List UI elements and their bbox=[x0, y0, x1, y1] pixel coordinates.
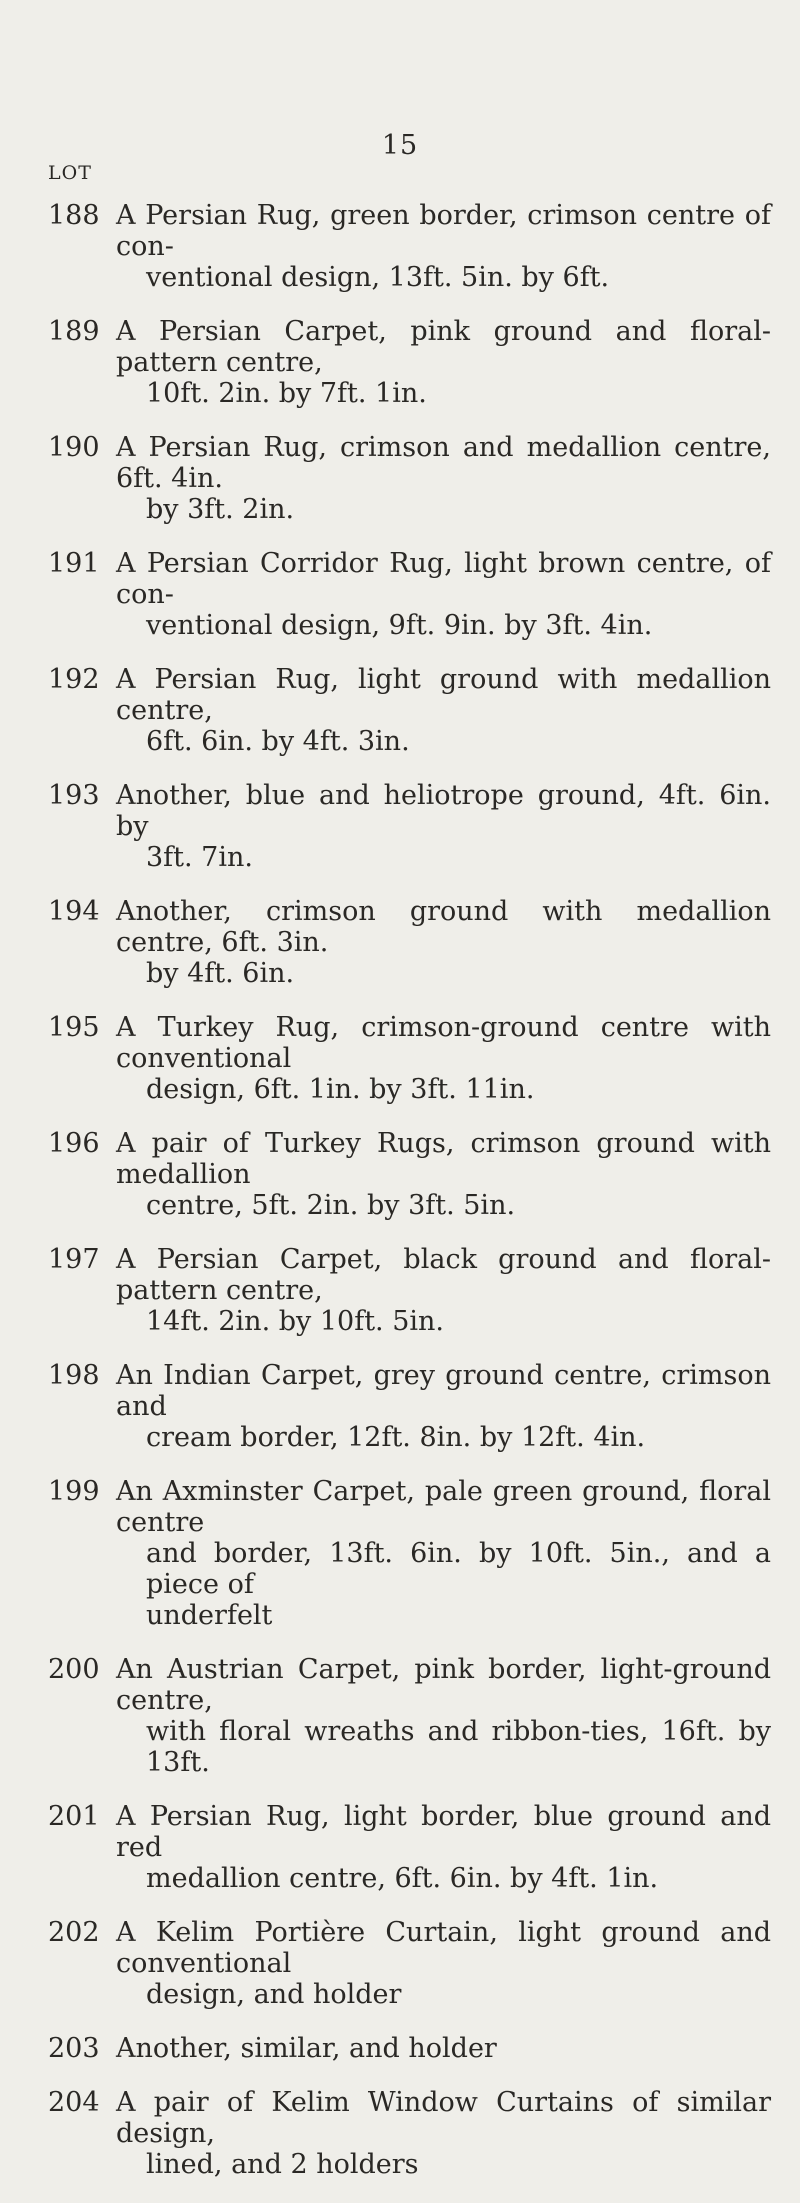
lot-entry bbox=[0, 2033, 800, 2064]
lot-number: 194 bbox=[48, 896, 100, 927]
lot-description-line: An Austrian Carpet, pink border, light-ground centre, bbox=[116, 1654, 771, 1716]
lot-list bbox=[0, 200, 800, 2203]
lot-description bbox=[116, 664, 771, 757]
lot-entry bbox=[0, 896, 800, 989]
lot-entry bbox=[0, 1917, 800, 2010]
lot-entry bbox=[0, 1654, 800, 1778]
lot-number: 203 bbox=[48, 2033, 100, 2064]
lot-description-line: A Persian Rug, green border, crimson centre of con- bbox=[116, 200, 771, 262]
lot-number: 189 bbox=[48, 316, 100, 347]
lot-description-line: ventional design, 13ft. 5in. by 6ft. bbox=[146, 262, 610, 293]
lot-number: 198 bbox=[48, 1360, 100, 1391]
lot-description-line: A Persian Rug, light border, blue ground and red bbox=[116, 1801, 771, 1863]
lot-description bbox=[116, 2087, 771, 2180]
lot-number: 188 bbox=[48, 200, 100, 231]
lot-description-line: cream border, 12ft. 8in. by 12ft. 4in. bbox=[146, 1422, 646, 1453]
lot-description bbox=[116, 1801, 771, 1894]
lot-description-line: design, 6ft. 1in. by 3ft. 11in. bbox=[146, 1074, 535, 1105]
lot-description-line: and border, 13ft. 6in. by 10ft. 5in., and a piece of bbox=[146, 1538, 771, 1600]
lot-description bbox=[116, 1360, 771, 1453]
lot-description-line: A Persian Rug, light ground with medallion centre, bbox=[116, 664, 771, 726]
lot-number: 204 bbox=[48, 2087, 100, 2118]
lot-entry bbox=[0, 1476, 800, 1631]
lot-description-line: An Indian Carpet, grey ground centre, crimson and bbox=[116, 1360, 771, 1422]
lot-entry bbox=[0, 200, 800, 293]
lot-description bbox=[116, 1917, 771, 2010]
lot-description bbox=[116, 200, 771, 293]
lot-description bbox=[116, 1476, 771, 1631]
lot-description-line: Another, blue and heliotrope ground, 4ft. 6in. by bbox=[116, 780, 771, 842]
lot-description bbox=[116, 780, 771, 873]
lot-description-line: An Axminster Carpet, pale green ground, floral centre bbox=[116, 1476, 771, 1538]
lot-number: 202 bbox=[48, 1917, 100, 1948]
lot-description-line: A Kelim Portière Curtain, light ground and conventional bbox=[116, 1917, 771, 1979]
lot-description-line: by 4ft. 6in. bbox=[146, 958, 295, 989]
lot-description-line: A Persian Rug, crimson and medallion centre, 6ft. 4in. bbox=[116, 432, 771, 494]
lot-description bbox=[116, 1128, 771, 1221]
lot-description bbox=[116, 2033, 771, 2064]
lot-entry bbox=[0, 1012, 800, 1105]
lot-number: 190 bbox=[48, 432, 100, 463]
lot-description bbox=[116, 548, 771, 641]
lot-description-line: 10ft. 2in. by 7ft. 1in. bbox=[146, 378, 427, 409]
lot-description-line: A pair of Turkey Rugs, crimson ground with medallion bbox=[116, 1128, 771, 1190]
lot-entry bbox=[0, 1244, 800, 1337]
lot-description-line: Another, crimson ground with medallion centre, 6ft. 3in. bbox=[116, 896, 771, 958]
lot-description-line: medallion centre, 6ft. 6in. by 4ft. 1in. bbox=[146, 1863, 659, 1894]
lot-entry bbox=[0, 780, 800, 873]
lot-description bbox=[116, 1244, 771, 1337]
lot-entry bbox=[0, 1360, 800, 1453]
lot-description-line: lined, and 2 holders bbox=[146, 2149, 419, 2180]
lot-description-line: A Persian Carpet, black ground and floral-pattern centre, bbox=[116, 1244, 771, 1306]
lot-description-line: A pair of Kelim Window Curtains of similar design, bbox=[116, 2087, 771, 2149]
lot-description-line: A Turkey Rug, crimson-ground centre with conventional bbox=[116, 1012, 771, 1074]
lot-description-line: 3ft. 7in. bbox=[146, 842, 253, 873]
lot-entry bbox=[0, 2087, 800, 2180]
lot-description bbox=[116, 1654, 771, 1778]
lot-description-line: by 3ft. 2in. bbox=[146, 494, 295, 525]
lot-number: 195 bbox=[48, 1012, 100, 1043]
lot-description-line: A Persian Corridor Rug, light brown centre, of con- bbox=[116, 548, 771, 610]
lot-description-line: 14ft. 2in. by 10ft. 5in. bbox=[146, 1306, 445, 1337]
lot-number: 192 bbox=[48, 664, 100, 695]
page-number: 15 bbox=[381, 130, 419, 161]
lot-number: 196 bbox=[48, 1128, 100, 1159]
lot-entry bbox=[0, 316, 800, 409]
lot-description-line: ventional design, 9ft. 9in. by 3ft. 4in. bbox=[146, 610, 653, 641]
lot-description bbox=[116, 896, 771, 989]
lot-description-line: centre, 5ft. 2in. by 3ft. 5in. bbox=[146, 1190, 516, 1221]
lot-entry bbox=[0, 548, 800, 641]
lot-description-line: design, and holder bbox=[146, 1979, 402, 2010]
lot-number: 197 bbox=[48, 1244, 100, 1275]
lot-description-line: with floral wreaths and ribbon-ties, 16ft. by 13ft. bbox=[146, 1716, 771, 1778]
lot-description bbox=[116, 1012, 771, 1105]
lot-column-header: LOT bbox=[48, 162, 92, 184]
lot-number: 199 bbox=[48, 1476, 100, 1507]
lot-entry bbox=[0, 432, 800, 525]
lot-number: 201 bbox=[48, 1801, 100, 1832]
lot-description-line: A Persian Carpet, pink ground and floral-pattern centre, bbox=[116, 316, 771, 378]
lot-number: 200 bbox=[48, 1654, 100, 1685]
lot-number: 191 bbox=[48, 548, 100, 579]
lot-entry bbox=[0, 1128, 800, 1221]
lot-description bbox=[116, 316, 771, 409]
lot-description-line: Another, similar, and holder bbox=[116, 2033, 497, 2064]
lot-description-line: underfelt bbox=[146, 1600, 273, 1631]
lot-entry bbox=[0, 664, 800, 757]
lot-number: 193 bbox=[48, 780, 100, 811]
lot-description bbox=[116, 432, 771, 525]
lot-description-line: 6ft. 6in. by 4ft. 3in. bbox=[146, 726, 410, 757]
lot-entry bbox=[0, 1801, 800, 1894]
